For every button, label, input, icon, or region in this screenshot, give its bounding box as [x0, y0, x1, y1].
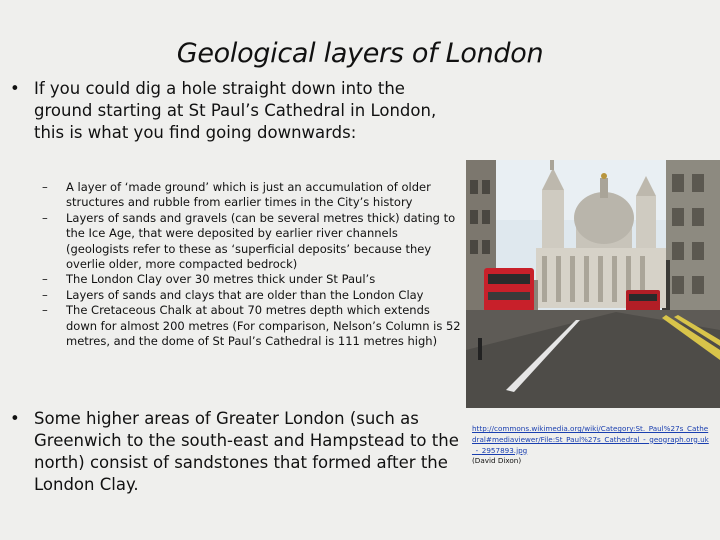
- layer-item-older-sands-clays: [42, 288, 462, 303]
- photo-author: (David Dixon): [472, 456, 522, 466]
- layer-item-made-ground: [42, 180, 462, 211]
- dash-icon: –: [42, 303, 48, 318]
- layer-item-sands-gravels: [42, 211, 462, 273]
- layers-list: [42, 180, 462, 349]
- intro-bullet: [10, 78, 450, 144]
- dash-icon: –: [42, 210, 48, 225]
- layer-text: The Cretaceous Chalk at about 70 metres depth which extends down for almost 200 metres (For comparison, Nelson’s Column is 52 metres, and the dome of St Paul’s Cathedral is 111 metres high): [66, 303, 461, 349]
- dash-icon: –: [42, 287, 48, 302]
- photo-source-link[interactable]: http://commons.wikimedia.org/wiki/Category:St._Paul%27s_Cathedral#mediaviewer/File:St_Paul%27s_Cathedral_-_geograph.org.uk_-_2957893.jpg: [472, 424, 709, 455]
- st-pauls-cathedral-image: [466, 160, 720, 408]
- intro-text: If you could dig a hole straight down into the ground starting at St Paul’s Cathedral in London, this is what you find going downwards:: [34, 79, 437, 142]
- bullet-icon: •: [10, 409, 20, 428]
- higher-areas-text: Some higher areas of Greater London (such as Greenwich to the south-east and Hampstead to the north) consist of sandstones that formed after the London Clay.: [34, 409, 459, 494]
- higher-areas-bullet: [10, 408, 460, 496]
- slide-title: Geological layers of London: [176, 38, 544, 69]
- layer-text: Layers of sands and gravels (can be several metres thick) dating to the Ice Age, that were deposited by earlier river channels (geologists refer to these as ‘superficial deposits’ because they overlie older, more compacted bedrock): [66, 210, 456, 272]
- layer-text: Layers of sands and clays that are older than the London Clay: [66, 287, 424, 302]
- layer-item-chalk: [42, 303, 462, 349]
- dash-icon: –: [42, 272, 48, 287]
- layer-text: The London Clay over 30 metres thick under St Paul’s: [66, 272, 376, 287]
- bullet-icon: •: [10, 79, 20, 98]
- layer-text: A layer of ‘made ground’ which is just an accumulation of older structures and rubble from earlier times in the City’s history: [66, 180, 431, 210]
- layer-item-london-clay: [42, 272, 462, 287]
- st-pauls-photo: [466, 160, 720, 408]
- dash-icon: –: [42, 180, 48, 194]
- photo-credit: [472, 424, 712, 467]
